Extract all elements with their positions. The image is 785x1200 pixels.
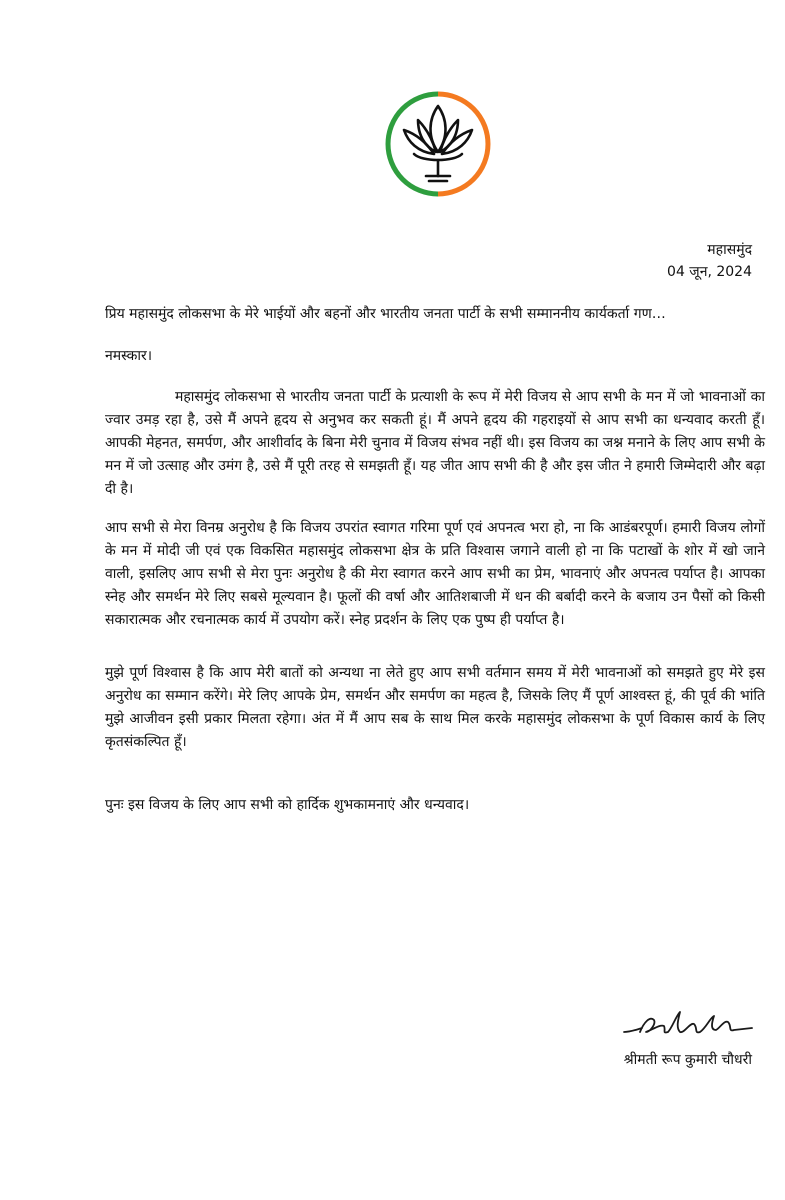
- body-paragraph-1: महासमुंद लोकसभा से भारतीय जनता पार्टी के प्रत्याशी के रूप में मेरी विजय से आप सभी के मन में जो भावनाओं का ज्वार उमड़ रहा है, उसे मैं अपने हृदय से अनुभव कर सकती हूं। मैं अपने हृदय की गहराइयों से आप सभी का धन्यवाद करती हूँ। आपकी मेहनत, समर्पण, और आशीर्वाद के बिना मेरी चुनाव में विजय संभव नहीं थी। इस विजय का जश्न मनाने के लिए आप सभी के मन में जो उत्साह और उमंग है, उसे मैं पूरी तरह से समझती हूँ। यह जीत आप सभी की है और इस जीत ने हमारी जिम्मेदारी और बढ़ा दी है।: [105, 389, 765, 497]
- letter-salutation: प्रिय महासमुंद लोकसभा के मेरे भाईयों और बहनों और भारतीय जनता पार्टी के सभी सम्माननीय कार्यकर्ता गण…: [105, 306, 666, 322]
- body-paragraph-2: आप सभी से मेरा विनम्र अनुरोध है कि विजय उपरांत स्वागत गरिमा पूर्ण एवं अपनत्व भरा हो, ना कि आडंबरपूर्ण। हमारी विजय लोगों के मन में मोदी जी एवं एक विकसित महासमुंद लोकसभा क्षेत्र के प्रति विश्वास जगाने वाली हो ना कि पटाखों के शोर में खो जाने वाली, इसलिए आप सभी से मेरा पुनः अनुरोध है की मेरा स्वागत करने आप सभी का प्रेम, भावनाएं और अपनत्व पर्याप्त है। आपका स्नेह और समर्थन मेरे लिए सबसे मूल्यवान है। फूलों की वर्षा और आतिशबाजी में धन की बर्बादी करने के बजाय उन पैसों को किसी सकारात्मक और रचनात्मक कार्य में उपयोग करें। स्नेह प्रदर्शन के लिए एक पुष्प ही पर्याप्त है।: [105, 520, 765, 628]
- body-paragraph-3: मुझे पूर्ण विश्वास है कि आप मेरी बातों को अन्यथा ना लेते हुए आप सभी वर्तमान समय में मेरी भावनाओं को समझते हुए मेरे इस अनुरोध का सम्मान करेंगे। मेरे लिए आपके प्रेम, समर्थन और समर्पण का महत्व है, जिसके लिए मैं पूर्ण आश्वस्त हूं, की पूर्व की भांति मुझे आजीवन इसी प्रकार मिलता रहेगा। अंत में मैं आप सब के साथ मिल करके महासमुंद लोकसभा के पूर्ण विकास कार्य के लिए कृतसंकल्पित हूँ।: [105, 665, 765, 750]
- letter-date: 04 जून, 2024: [667, 264, 752, 280]
- signer-name: श्रीमती रूप कुमारी चौधरी: [623, 1052, 752, 1068]
- letter-closing: पुनः इस विजय के लिए आप सभी को हार्दिक शुभकामनाएं और धन्यवाद।: [105, 797, 470, 813]
- lotus-logo-icon: [384, 90, 492, 198]
- handwritten-signature-icon: [620, 1002, 760, 1042]
- letter-place: महासमुंद: [707, 242, 752, 258]
- letter-greeting: नमस्कार।: [105, 348, 152, 364]
